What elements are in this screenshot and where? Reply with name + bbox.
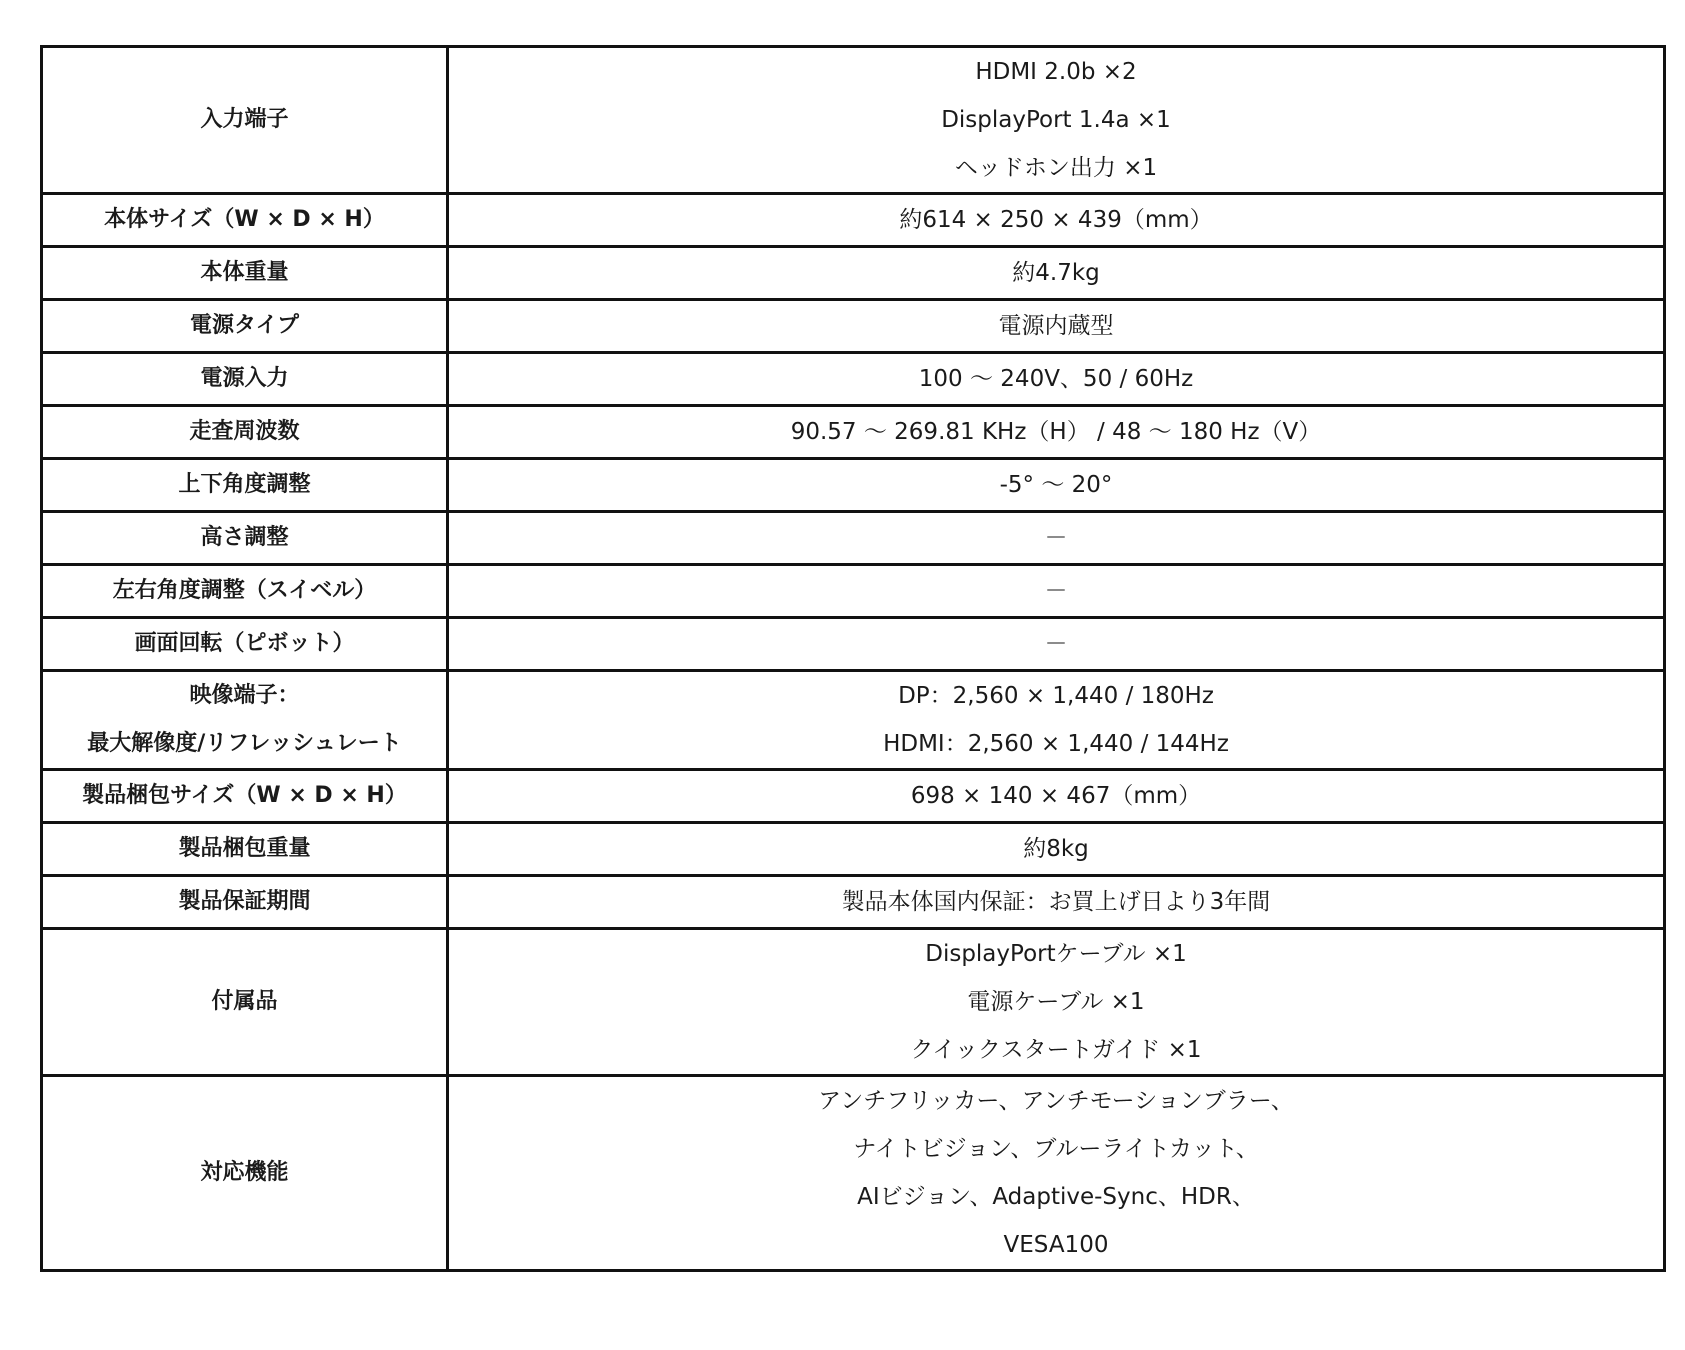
table-row [42, 247, 1665, 300]
spec-label [42, 823, 448, 876]
spec-label-text: 製品梱包重量 [178, 836, 311, 861]
spec-value-text: 製品本体国内保証：お買上げ日より3年間 [841, 889, 1271, 915]
spec-label [42, 565, 448, 618]
spec-label-text: 画面回転（ピボット） [134, 631, 355, 656]
spec-value-text: -5° ～ 20° [999, 472, 1113, 498]
spec-label-text: 高さ調整 [200, 525, 289, 550]
spec-value-text: 約614 × 250 × 439（mm） [899, 207, 1213, 233]
table-row [42, 618, 1665, 671]
spec-label-text: 本体サイズ（W × D × H） [104, 207, 385, 232]
spec-value [448, 770, 1665, 823]
table-row [42, 459, 1665, 512]
table-row [42, 1076, 1665, 1271]
spec-table-body [42, 47, 1665, 1271]
spec-label-text: 走査周波数 [189, 419, 300, 444]
spec-label [42, 47, 448, 194]
spec-value-text: HDMI：2,560 × 1,440 / 144Hz [883, 731, 1229, 757]
spec-value-text: － [1044, 578, 1068, 604]
spec-value-text: アンチフリッカー、アンチモーションブラー、 [818, 1088, 1294, 1114]
spec-value-text: AIビジョン、Adaptive-Sync、HDR、 [857, 1184, 1255, 1210]
spec-label-text: 製品保証期間 [178, 889, 311, 914]
spec-value-text: 698 × 140 × 467（mm） [910, 783, 1202, 809]
spec-value [448, 353, 1665, 406]
spec-value-text: － [1044, 525, 1068, 551]
spec-value-text: DisplayPort 1.4a ×1 [941, 107, 1171, 133]
spec-value-text: クイックスタートガイド ×1 [910, 1037, 1202, 1063]
spec-value-text: 約4.7kg [1012, 260, 1100, 286]
spec-label [42, 459, 448, 512]
spec-label [42, 300, 448, 353]
table-row [42, 876, 1665, 929]
spec-value-text: 電源ケーブル ×1 [967, 989, 1145, 1015]
spec-value [448, 406, 1665, 459]
spec-value [448, 823, 1665, 876]
spec-label-text: 電源入力 [200, 366, 289, 391]
spec-value [448, 1076, 1665, 1271]
spec-value [448, 512, 1665, 565]
spec-label-text: 最大解像度/リフレッシュレート [87, 731, 402, 756]
spec-label [42, 512, 448, 565]
spec-label [42, 671, 448, 770]
table-row [42, 565, 1665, 618]
spec-table [40, 45, 1666, 1272]
spec-label [42, 876, 448, 929]
spec-value [448, 618, 1665, 671]
spec-label-text: 対応機能 [200, 1160, 289, 1185]
spec-value [448, 194, 1665, 247]
spec-value-text: 電源内蔵型 [998, 313, 1114, 339]
spec-label-text: 電源タイプ [190, 313, 299, 338]
spec-value-text: 約8kg [1023, 836, 1089, 862]
spec-label [42, 618, 448, 671]
spec-value-text: DP：2,560 × 1,440 / 180Hz [898, 683, 1214, 709]
spec-label-text: 左右角度調整（スイベル） [112, 578, 377, 603]
spec-value-text: － [1044, 631, 1068, 657]
spec-label [42, 929, 448, 1076]
spec-value [448, 47, 1665, 194]
spec-value-text: 90.57 ～ 269.81 KHz（H） / 48 ～ 180 Hz（V） [790, 419, 1322, 445]
spec-label-text: 製品梱包サイズ（W × D × H） [82, 783, 407, 808]
spec-label [42, 353, 448, 406]
spec-value-text: ヘッドホン出力 ×1 [954, 155, 1158, 181]
spec-label-text: 上下角度調整 [178, 472, 311, 497]
spec-label-text: 映像端子： [189, 683, 300, 708]
table-row [42, 671, 1665, 770]
spec-value-text: HDMI 2.0b ×2 [975, 59, 1137, 85]
spec-value-text: DisplayPortケーブル ×1 [925, 941, 1187, 967]
spec-value-text: VESA100 [1003, 1232, 1109, 1258]
spec-value [448, 876, 1665, 929]
spec-label [42, 770, 448, 823]
spec-value [448, 565, 1665, 618]
table-row [42, 770, 1665, 823]
spec-value-text: 100 ～ 240V、50 / 60Hz [918, 366, 1194, 392]
spec-value [448, 300, 1665, 353]
spec-label [42, 194, 448, 247]
spec-label [42, 1076, 448, 1271]
table-row [42, 512, 1665, 565]
table-row [42, 929, 1665, 1076]
spec-value [448, 929, 1665, 1076]
spec-value-text: ナイトビジョン、ブルーライトカット、 [853, 1136, 1259, 1162]
table-row [42, 823, 1665, 876]
spec-label-text: 本体重量 [200, 260, 289, 285]
spec-label-text: 入力端子 [200, 107, 289, 132]
table-row [42, 194, 1665, 247]
table-row [42, 300, 1665, 353]
spec-label [42, 406, 448, 459]
spec-value [448, 459, 1665, 512]
spec-value [448, 247, 1665, 300]
table-row [42, 353, 1665, 406]
table-row [42, 47, 1665, 194]
spec-label [42, 247, 448, 300]
spec-value [448, 671, 1665, 770]
spec-label-text: 付属品 [211, 989, 278, 1014]
table-row [42, 406, 1665, 459]
